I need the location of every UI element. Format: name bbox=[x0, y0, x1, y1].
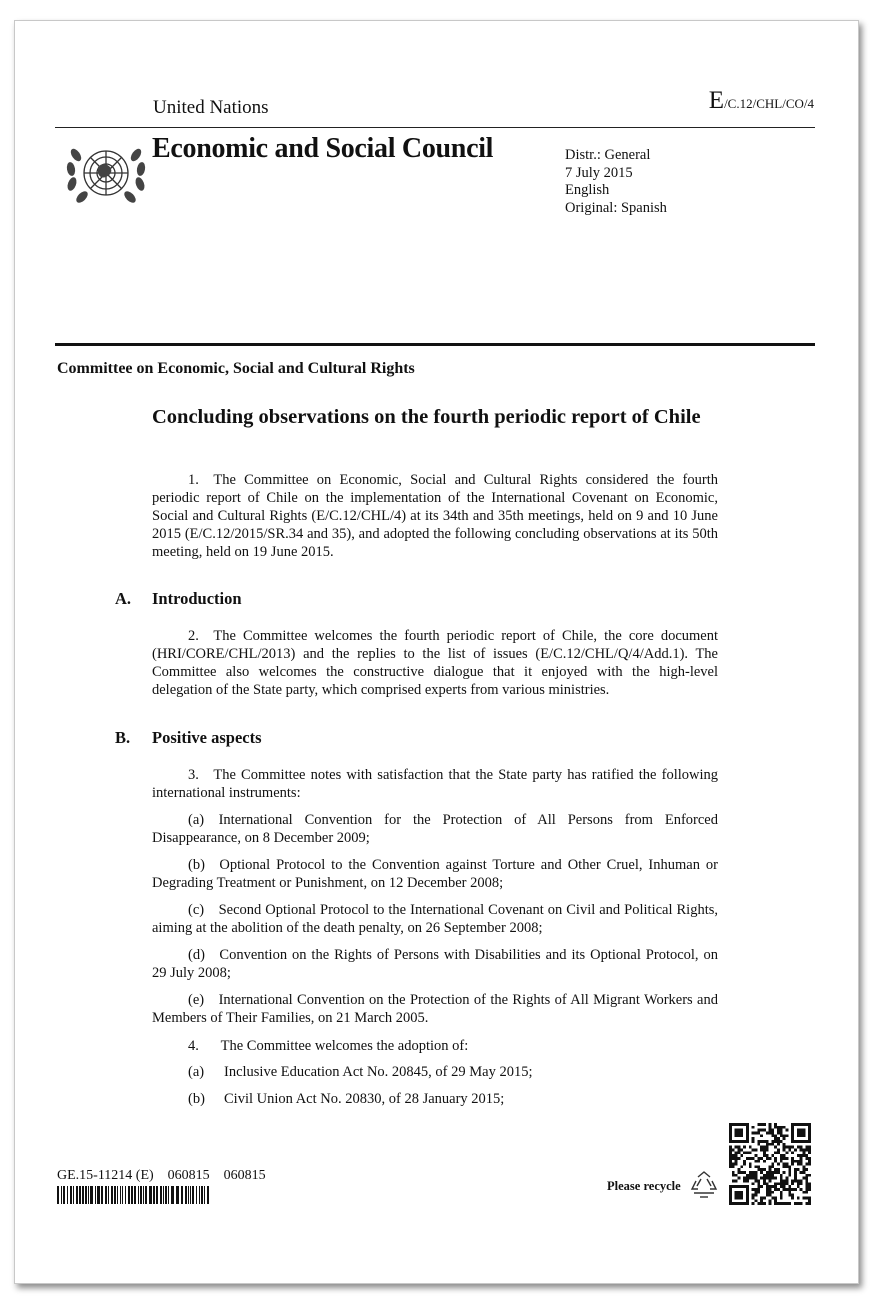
act-b bbox=[188, 1091, 504, 1108]
recycle-text: Please recycle bbox=[607, 1179, 681, 1193]
committee-name: Committee on Economic, Social and Cultural Rights bbox=[57, 360, 415, 377]
act-b-label: (b) bbox=[188, 1091, 205, 1107]
instrument-b: (b) Optional Protocol to the Convention against Torture and Other Cruel, Inhuman or Degrading Treatment or Punishment, on 12 December 2008; bbox=[152, 857, 718, 891]
document-title: Concluding observations on the fourth periodic report of Chile bbox=[152, 406, 701, 428]
distr-line: Distr.: General bbox=[565, 147, 651, 163]
un-emblem-icon bbox=[62, 135, 150, 211]
title-rule bbox=[55, 343, 815, 346]
header-rule bbox=[55, 127, 815, 128]
paragraph-4: 4. The Committee welcomes the adoption of: bbox=[188, 1038, 469, 1054]
instrument-e: (e) International Convention on the Protection of the Rights of All Migrant Workers and Members of Their Families, on 21 March 2005. bbox=[152, 992, 718, 1026]
act-a-text: Inclusive Education Act No. 20845, of 29 May 2015; bbox=[224, 1064, 533, 1080]
recycle-icon bbox=[688, 1171, 720, 1199]
section-a-letter: A. bbox=[115, 589, 132, 608]
instrument-a: (a) International Convention for the Protection of All Persons from Enforced Disappearance, on 8 December 2009; bbox=[152, 812, 718, 846]
original-line: Original: Spanish bbox=[565, 199, 667, 216]
org-name: United Nations bbox=[153, 97, 269, 118]
job-number: GE.15-11214 (E) 060815 060815 bbox=[57, 1168, 266, 1183]
language-line: English bbox=[565, 182, 610, 198]
distribution-info bbox=[565, 147, 667, 217]
date-line: 7 July 2015 bbox=[565, 164, 633, 181]
section-a-title: Introduction bbox=[152, 589, 242, 608]
symbol-rest: /C.12/CHL/CO/4 bbox=[724, 96, 814, 111]
document-page bbox=[14, 20, 859, 1284]
paragraph-2: 2. The Committee welcomes the fourth periodic report of Chile, the core document (HRI/CORE/CHL/2013) and the replies to the list of issues (E/C.12/CHL/Q/4/Add.1). The Committee also welcomes the constructive dialogue that it enjoyed with the high-level delegation of the State party, which comprised experts from various ministries. bbox=[152, 628, 718, 698]
act-a-label: (a) bbox=[188, 1064, 205, 1080]
section-b-letter: B. bbox=[115, 728, 131, 747]
barcode-icon bbox=[57, 1186, 211, 1204]
council-title: Economic and Social Council bbox=[152, 133, 494, 164]
act-a bbox=[188, 1064, 532, 1081]
instrument-d: (d) Convention on the Rights of Persons with Disabilities and its Optional Protocol, on 29 July 2008; bbox=[152, 947, 718, 981]
instrument-c: (c) Second Optional Protocol to the International Covenant on Civil and Political Rights, aiming at the abolition of the death penalty, on 26 September 2008; bbox=[152, 902, 718, 936]
section-b-title: Positive aspects bbox=[152, 728, 262, 747]
paragraph-1: 1. The Committee on Economic, Social and Cultural Rights considered the fourth periodic report of Chile on the implementation of the International Covenant on Economic, Social and Cultural Rights (E/C.12/CHL/4) at its 34th and 35th meetings, held on 9 and 10 June 2015 (E/C.12/2015/SR.34 and 35), and adopted the following concluding observations at its 50th meeting, held on 19 June 2015. bbox=[152, 472, 718, 560]
act-b-text: Civil Union Act No. 20830, of 28 January 2015; bbox=[224, 1091, 505, 1107]
document-symbol bbox=[709, 87, 814, 115]
symbol-prefix: E bbox=[708, 87, 725, 114]
qr-code-icon bbox=[729, 1123, 811, 1205]
paragraph-3: 3. The Committee notes with satisfaction that the State party has ratified the following international instruments: bbox=[152, 767, 718, 801]
